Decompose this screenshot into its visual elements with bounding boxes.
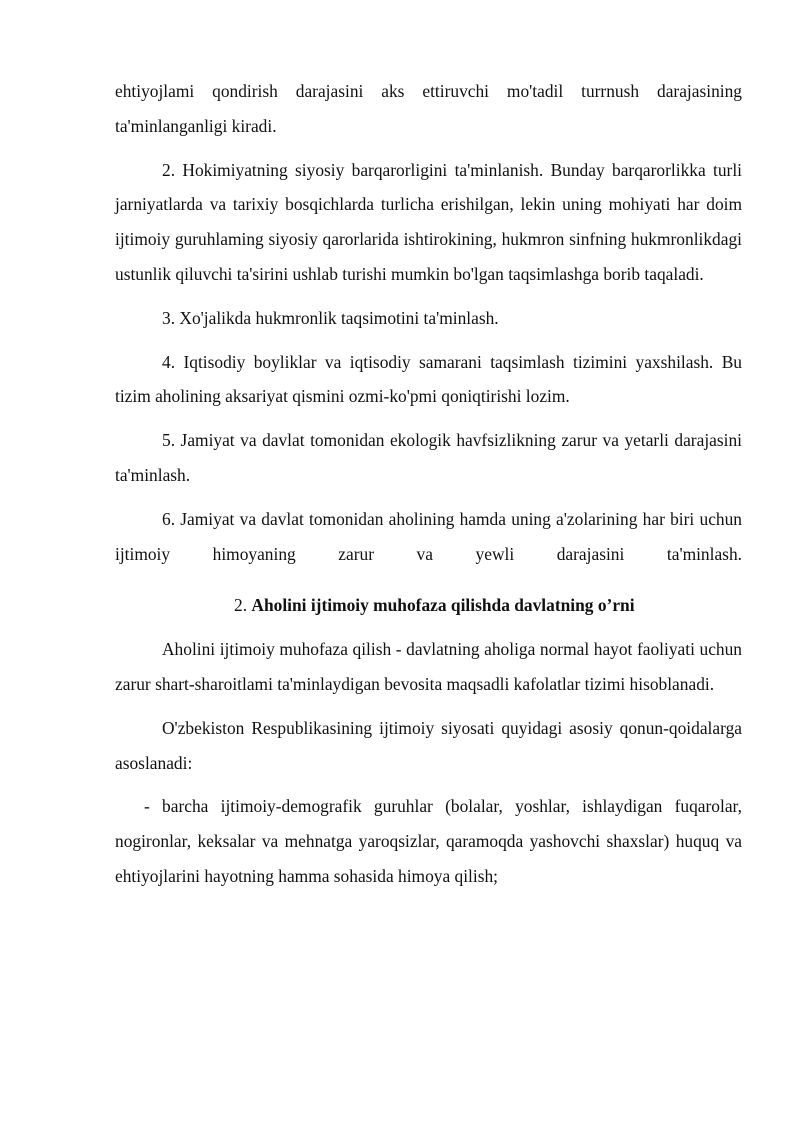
section-title: Aholini ijtimoiy muhofaza qilishda davlatning o’rni — [251, 595, 635, 616]
section-separator: . — [242, 595, 252, 616]
section-paragraph-principles: O'zbekiston Respublikasining ijtimoiy siyosati quyidagi asosiy qonun-qoidalarga asoslanadi: — [115, 717, 742, 773]
document-page — [115, 74, 742, 894]
paragraph-item-3: 3. Xo'jalikda hukmronlik taqsimotini ta'minlash. — [162, 307, 499, 328]
paragraph-item-4: 4. Iqtisodiy boyliklar va iqtisodiy samarani taqsimlash tizimini yaxshilash. Bu tizim aholining aksariyat qismini ozmi-ko'pmi qoniqtirishi lozim. — [115, 351, 742, 407]
bullet-item: - barcha ijtimoiy-demografik guruhlar (bolalar, yoshlar, ishlaydigan fuqarolar, nogironlar, keksalar va mehnatga yaroqsizlar, qaramoqda yashovchi shaxslar) huquq va ehtiyojlarini hayotning hamma sohasida himoya qilish; — [115, 796, 742, 886]
section-number: 2 — [234, 595, 243, 616]
paragraph-continuation: ehtiyojlami qondirish darajasini aks ettiruvchi mo'tadil turrnush darajasining ta'minlanganligi kiradi. — [115, 81, 742, 136]
paragraph-item-6: 6. Jamiyat va davlat tomonidan aholining hamda uning a'zolarining har biri uchun ijtimoiy himoyaning zarur va yewli darajasini ta'minlash. — [115, 508, 742, 564]
section-paragraph-definition: Aholini ijtimoiy muhofaza qilish - davlatning aholiga normal hayot faoliyati uchun zarur shart-sharoitlami ta'minlaydigan bevosita maqsadli kafolatlar tizimi hisoblanadi. — [115, 639, 742, 694]
paragraph-item-5: 5. Jamiyat va davlat tomonidan ekologik havfsizlikning zarur va yetarli darajasini ta'minlash. — [115, 430, 742, 485]
paragraph-item-2: 2. Hokimiyatning siyosiy barqarorligini ta'minlanish. Bunday barqarorlikka turli jarniyatlarda va tarixiy bosqichlarda turlicha erishilgan, lekin uning mohiyati har doim ijtimoiy guruhlaming siyosiy qarorlarida ishtirokining, hukmron sinfning hukmronlikdagi ustunlik qiluvchi ta'sirini ushlab turishi mumkin bo'lgan taqsimlashga borib taqaladi. — [115, 159, 742, 284]
section-heading — [115, 588, 742, 623]
